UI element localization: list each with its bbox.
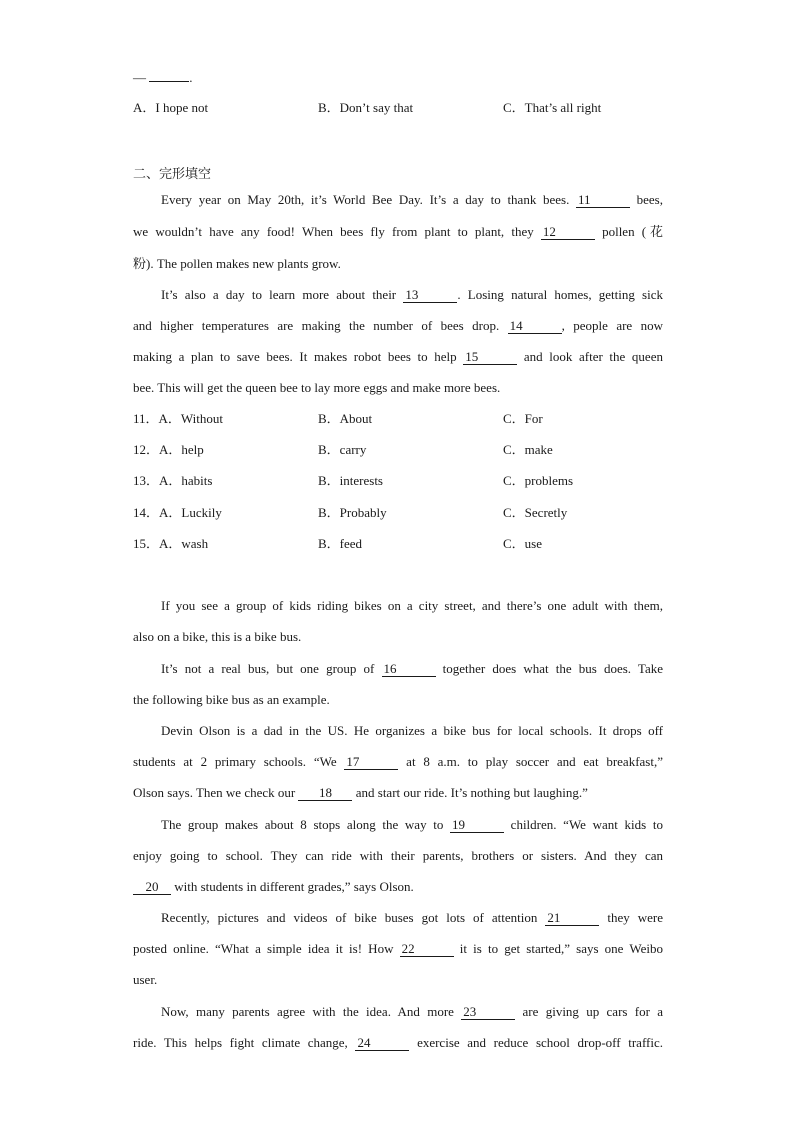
- q10-dash: —: [133, 70, 146, 85]
- passage1-line4: It’s also a day to learn more about their 13 . Losing natural homes, getting sick: [161, 287, 663, 302]
- passage2-line11: Recently, pictures and videos of bike buses got lots of attention 21 they were: [161, 910, 663, 925]
- option-12c: C．make: [503, 442, 553, 457]
- blank-22: 22: [400, 941, 454, 957]
- option-15b: B．feed: [318, 536, 363, 551]
- blank-12: 12: [541, 224, 595, 240]
- passage1-line3: 粉). The pollen makes new plants grow.: [133, 256, 341, 271]
- passage2-line4: the following bike bus as an example.: [133, 692, 330, 707]
- question-row-12: 12．A．help: [133, 442, 204, 457]
- passage1-line2: we wouldn’t have any food! When bees fly from plant to plant, they 12 pollen (花: [133, 224, 663, 239]
- option-11b: B．About: [318, 411, 373, 426]
- passage2-line5: Devin Olson is a dad in the US. He organizes a bike bus for local schools. It drops off: [161, 723, 663, 738]
- option-14c: C．Secretly: [503, 505, 568, 520]
- question-row-15: 15．A．wash: [133, 536, 209, 551]
- passage2-line10: 20 with students in different grades,” says Olson.: [133, 877, 663, 897]
- passage2-line12: posted online. “What a simple idea it is! How 22 it is to get started,” says one Weibo: [133, 941, 663, 956]
- blank-21: 21: [545, 910, 599, 926]
- passage1-line7: bee. This will get the queen bee to lay more eggs and make more bees.: [133, 380, 501, 395]
- section-heading: 二、完形填空: [133, 167, 212, 182]
- option-11c: C．For: [503, 411, 543, 426]
- blank-13: 13: [403, 287, 457, 303]
- q10-blank: [149, 81, 189, 82]
- blank-15: 15: [463, 349, 517, 365]
- passage1-line6: making a plan to save bees. It makes robot bees to help 15 and look after the queen: [133, 349, 663, 364]
- passage2-line14: Now, many parents agree with the idea. And more 23 are giving up cars for a: [161, 1004, 663, 1019]
- blank-14: 14: [508, 318, 562, 334]
- blank-23: 23: [461, 1004, 515, 1020]
- option-14b: B．Probably: [318, 505, 387, 520]
- blank-11: 11: [576, 192, 630, 208]
- passage2-line15: ride. This helps fight climate change, 24 exercise and reduce school drop-off traffic.: [133, 1035, 663, 1050]
- passage2-line1: If you see a group of kids riding bikes on a city street, and there’s one adult with them,: [161, 598, 663, 613]
- option-12b: B．carry: [318, 442, 367, 457]
- option-13b: B．interests: [318, 473, 383, 488]
- q10-end: .: [189, 70, 193, 85]
- question-row-11: 11．A．Without: [133, 411, 224, 426]
- passage2-line8: The group makes about 8 stops along the way to 19 children. “We want kids to: [161, 817, 663, 832]
- blank-17: 17: [344, 754, 398, 770]
- blank-18: 18: [298, 785, 352, 801]
- passage2-line6: students at 2 primary schools. “We 17 at 8 a.m. to play soccer and eat breakfast,”: [133, 754, 663, 769]
- q10-option-a: A．I hope not: [133, 100, 209, 115]
- q10-option-b: B．Don’t say that: [318, 100, 414, 115]
- option-13c: C．problems: [503, 473, 574, 488]
- q10-prompt: [133, 68, 663, 88]
- blank-16: 16: [382, 661, 436, 677]
- option-15c: C．use: [503, 536, 543, 551]
- q10-option-c: C．That’s all right: [503, 100, 602, 115]
- passage1-line1: Every year on May 20th, it’s World Bee Day. It’s a day to thank bees. 11 bees,: [161, 192, 663, 207]
- question-row-13: 13．A．habits: [133, 473, 213, 488]
- blank-20: 20: [133, 879, 171, 895]
- passage2-line2: also on a bike, this is a bike bus.: [133, 629, 302, 644]
- blank-19: 19: [450, 817, 504, 833]
- question-row-14: 14．A．Luckily: [133, 505, 222, 520]
- passage2-line13: user.: [133, 972, 158, 987]
- passage2-line9: enjoy going to school. They can ride with their parents, brothers or sisters. And they can: [133, 848, 663, 863]
- blank-24: 24: [355, 1035, 409, 1051]
- passage2-line3: It’s not a real bus, but one group of 16 together does what the bus does. Take: [161, 661, 663, 676]
- passage1-line5: and higher temperatures are making the number of bees drop. 14 , people are now: [133, 318, 663, 333]
- passage2-line7: Olson says. Then we check our 18 and start our ride. It’s nothing but laughing.”: [133, 785, 588, 800]
